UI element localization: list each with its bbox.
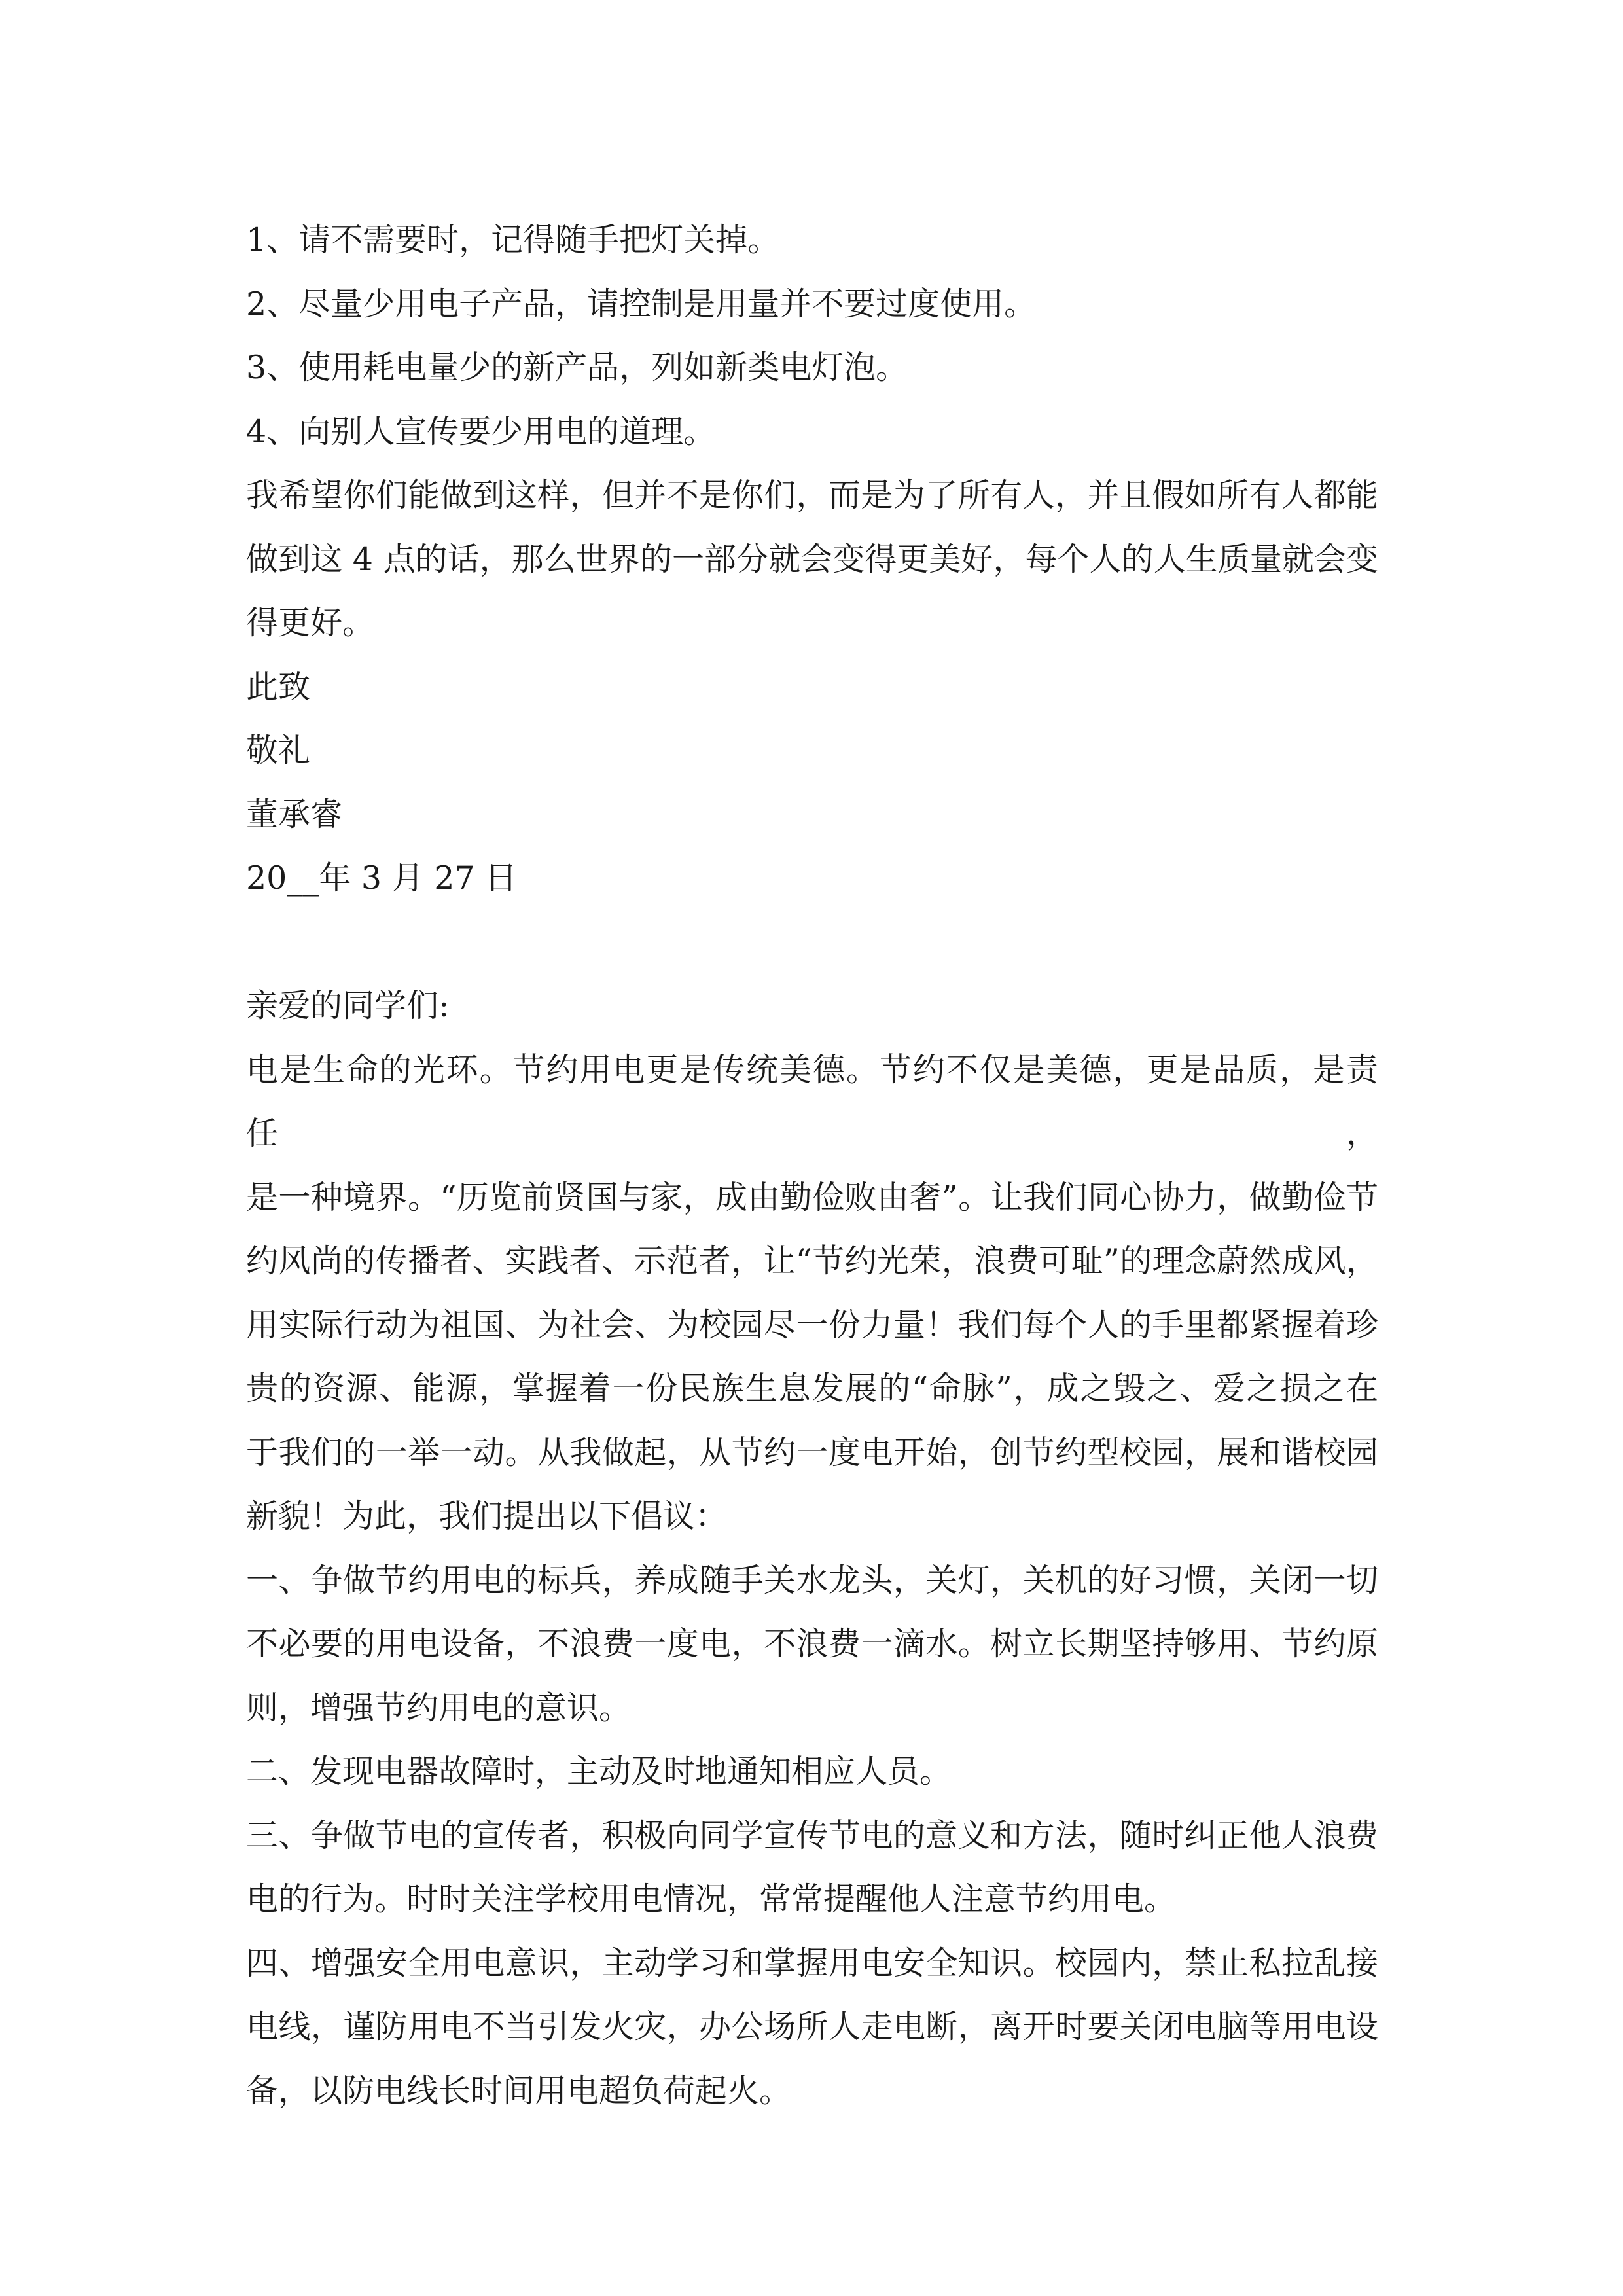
paragraph-line: 得更好。 (246, 604, 375, 641)
proposal-line: 不必要的用电设备，不浪费一度电，不浪费一滴水。树立长期坚持够用、节约原 (246, 1625, 1378, 1662)
paragraph-line: 做到这 4 点的话，那么世界的一部分就会变得更美好，每个人的人生质量就会变 (246, 540, 1378, 578)
proposal-line: 一、争做节约用电的标兵，养成随手关水龙头，关灯，关机的好习惯，关闭一切 (246, 1561, 1378, 1599)
paragraph-line: 用实际行动为祖国、为社会、为校园尽一份力量！我们每个人的手里都紧握着珍 (246, 1306, 1378, 1344)
proposal-line: 则，增强节约用电的意识。 (246, 1689, 632, 1727)
letter-closing: 此致 (246, 668, 311, 706)
proposal-line: 电的行为。时时关注学校用电情况，常常提醒他人注意节约用电。 (246, 1880, 1177, 1918)
proposal-line: 四、增强安全用电意识，主动学习和掌握用电安全知识。校园内，禁止私拉乱接 (246, 1944, 1378, 1982)
paragraph-line: 于我们的一举一动。从我做起，从节约一度电开始，创节约型校园，展和谐校园 (246, 1433, 1378, 1471)
list-item: 4、向别人宣传要少用电的道理。 (246, 412, 716, 450)
paragraph-line: 新貌！为此，我们提出以下倡议： (246, 1498, 728, 1535)
paragraph-line: 贵的资源、能源，掌握着一份民族生息发展的“命脉”，成之毁之、爱之损之在 (246, 1370, 1378, 1407)
proposal-line: 电线，谨防用电不当引发火灾，办公场所人走电断，离开时要关闭电脑等用电设 (246, 2008, 1378, 2045)
letter-salute: 敬礼 (246, 732, 311, 769)
document-body (246, 208, 1378, 2123)
letter-greeting: 亲爱的同学们: (246, 987, 450, 1024)
letter-date: 20__年 3 月 27 日 (246, 859, 518, 897)
proposal-line: 二、发现电器故障时，主动及时地通知相应人员。 (246, 1753, 952, 1790)
list-item: 2、尽量少用电子产品，请控制是用量并不要过度使用。 (246, 285, 1037, 323)
list-item: 1、请不需要时，记得随手把灯关掉。 (246, 221, 780, 259)
proposal-line: 三、争做节电的宣传者，积极向同学宣传节电的意义和方法，随时纠正他人浪费 (246, 1816, 1378, 1854)
letter-signature: 董承睿 (246, 795, 343, 833)
list-item: 3、使用耗电量少的新产品，列如新类电灯泡。 (246, 349, 908, 386)
proposal-line: 备，以防电线长时间用电超负荷起火。 (246, 2072, 792, 2109)
blank-line (246, 910, 1378, 975)
paragraph-line: 我希望你们能做到这样，但并不是你们，而是为了所有人，并且假如所有人都能 (246, 476, 1378, 514)
paragraph-line: 电是生命的光环。节约用电更是传统美德。节约不仅是美德，更是品质，是责任， (246, 1050, 1378, 1152)
paragraph-line: 约风尚的传播者、实践者、示范者，让“节约光荣，浪费可耻”的理念蔚然成风， (246, 1242, 1378, 1280)
paragraph-line: 是一种境界。“历览前贤国与家，成由勤俭败由奢”。让我们同心协力，做勤俭节 (246, 1178, 1378, 1216)
